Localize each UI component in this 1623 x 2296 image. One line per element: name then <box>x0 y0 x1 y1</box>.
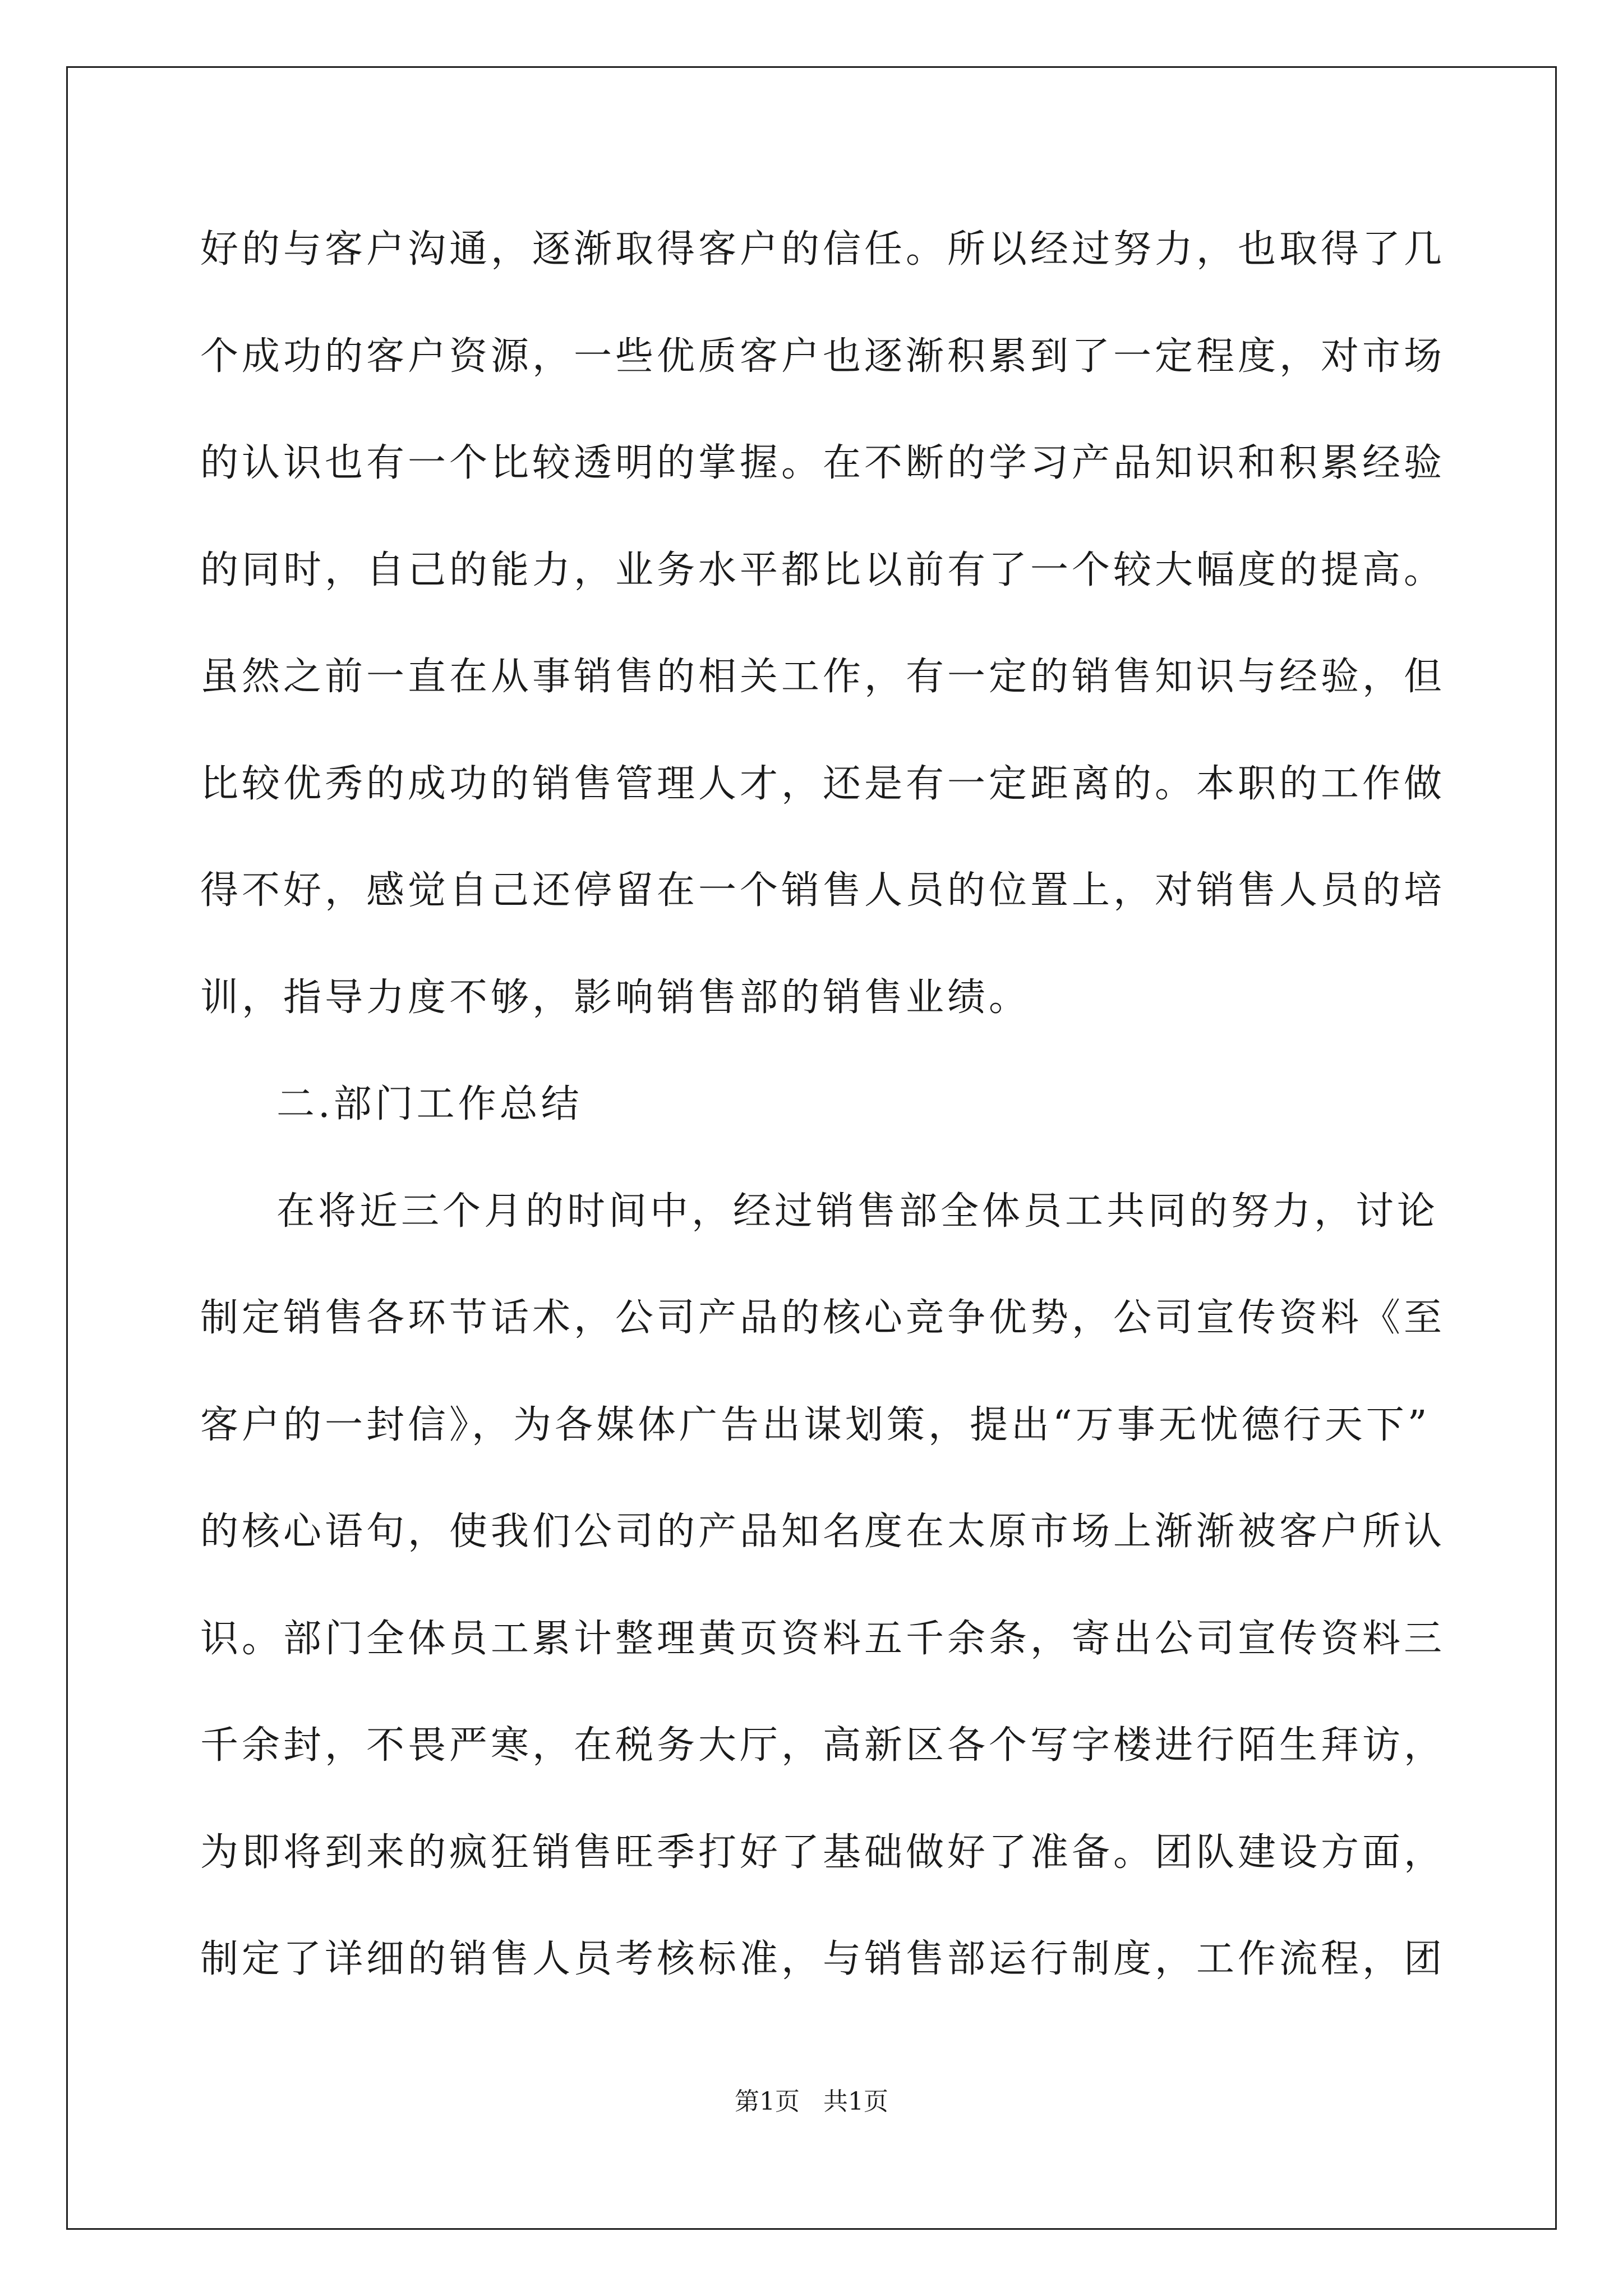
text-line: 的核心语句，使我们公司的产品知名度在太原市场上渐渐被客户所认 <box>200 1510 1446 1554</box>
text-line: 的同时，自己的能力，业务水平都比以前有了一个较大幅度的提高。 <box>200 547 1446 592</box>
section-heading: 二.部门工作总结 <box>276 1082 583 1126</box>
text-line: 虽然之前一直在从事销售的相关工作，有一定的销售知识与经验，但 <box>200 655 1446 699</box>
text-line: 为即将到来的疯狂销售旺季打好了基础做好了准备。团队建设方面， <box>200 1830 1446 1875</box>
text-line: 客户的一封信》，为各媒体广告出谋划策，提出“万事无忧德行天下” <box>200 1402 1431 1447</box>
text-line: 制定了详细的销售人员考核标准，与销售部运行制度，工作流程，团 <box>200 1937 1446 1981</box>
text-line: 比较优秀的成功的销售管理人才，还是有一定距离的。本职的工作做 <box>200 761 1446 806</box>
document-body <box>200 222 1446 2039</box>
text-line: 的认识也有一个比较透明的掌握。在不断的学习产品知识和积累经验 <box>200 441 1446 485</box>
text-line: 好的与客户沟通，逐渐取得客户的信任。所以经过努力，也取得了几 <box>200 227 1446 272</box>
text-line: 训，指导力度不够，影响销售部的销售业绩。 <box>200 975 1031 1020</box>
text-line: 在将近三个月的时间中，经过销售部全体员工共同的努力，讨论 <box>276 1189 1439 1234</box>
text-line: 制定销售各环节话术，公司产品的核心竞争优势，公司宣传资料《至 <box>200 1296 1446 1340</box>
text-line: 识。部门全体员工累计整理黄页资料五千余条，寄出公司宣传资料三 <box>200 1616 1446 1661</box>
text-line: 个成功的客户资源，一些优质客户也逐渐积累到了一定程度，对市场 <box>200 334 1446 379</box>
text-line: 千余封，不畏严寒，在税务大厅，高新区各个写字楼进行陌生拜访， <box>200 1723 1446 1768</box>
page-number-footer: 第1页 共1页 <box>735 2087 888 2116</box>
text-line: 得不好，感觉自己还停留在一个销售人员的位置上，对销售人员的培 <box>200 868 1446 913</box>
